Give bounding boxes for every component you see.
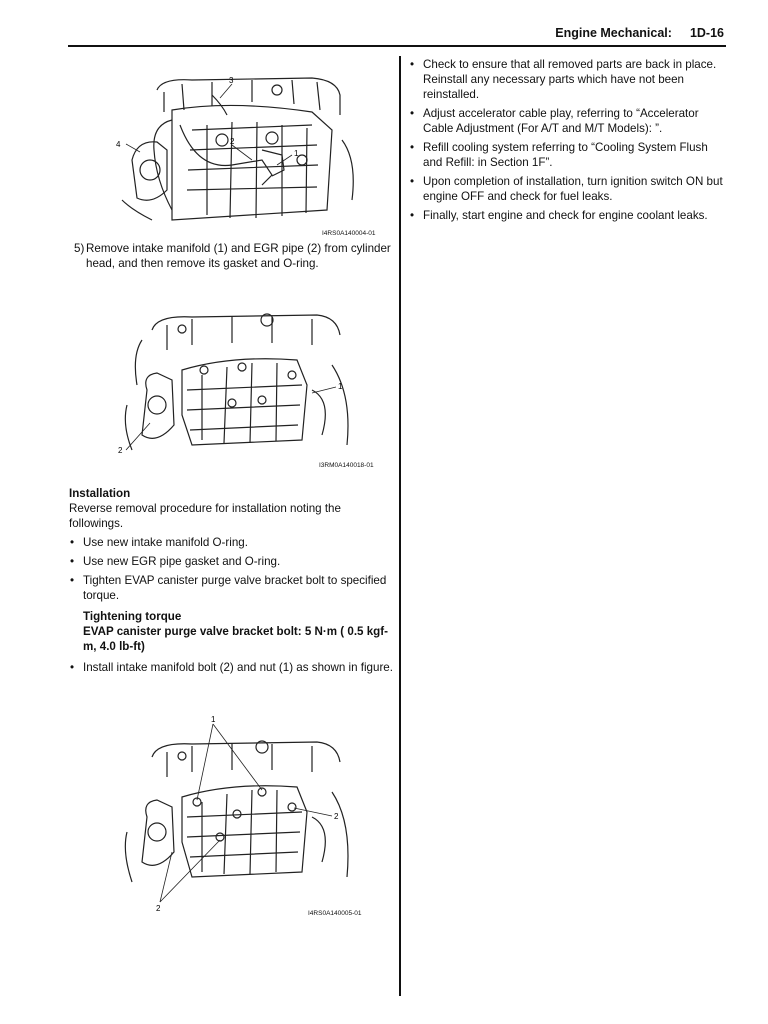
figure-code: I4RS0A140005-01 [308, 910, 362, 917]
right-column [409, 57, 727, 227]
figure-intake-manifold-connections [112, 70, 392, 235]
column-divider [399, 56, 401, 996]
list-item: • Tighten EVAP canister purge valve bracket bolt to specified torque. [70, 574, 387, 602]
engine-illustration-1 [112, 70, 392, 235]
torque-spec-block [83, 609, 393, 654]
installation-bullets [69, 535, 393, 603]
step-number: 5) [74, 242, 85, 255]
list-item: • Upon completion of installation, turn ignition switch ON but engine OFF and check for fuel leaks. [410, 175, 723, 203]
header-rule [68, 45, 726, 47]
engine-illustration-2 [112, 305, 392, 460]
step-5 [74, 241, 392, 271]
installation-intro: Reverse removal procedure for installation noting the followings. [69, 502, 341, 530]
list-item: • Adjust accelerator cable play, referring to “Accelerator Cable Adjustment (For A/T and M/T Models): ”. [410, 107, 699, 135]
torque-spec: EVAP canister purge valve bracket bolt: 5 N·m ( 0.5 kgf-m, 4.0 lb-ft) [83, 625, 388, 653]
list-item: • Use new intake manifold O-ring. [70, 536, 248, 549]
installation-bullets-2 [69, 660, 393, 675]
callout-2-lower: 2 [156, 904, 161, 913]
engine-illustration-3 [112, 712, 392, 917]
section-title: Engine Mechanical: [555, 26, 672, 40]
callout-4: 4 [116, 140, 121, 149]
list-item: • Refill cooling system referring to “Cooling System Flush and Refill: in Section 1F”. [410, 141, 708, 169]
figure-intake-manifold-removal [112, 305, 392, 469]
header-title [555, 26, 724, 40]
callout-1: 1 [294, 149, 299, 158]
page-number: 1D-16 [689, 26, 724, 40]
step-text: Remove intake manifold (1) and EGR pipe (2) from cylinder head, and then remove its gasket and O-ring. [86, 242, 391, 270]
installation-section [69, 486, 393, 679]
torque-title: Tightening torque [83, 610, 182, 623]
callout-3: 3 [229, 76, 234, 85]
list-item: • Finally, start engine and check for engine coolant leaks. [410, 209, 708, 222]
list-item: • Check to ensure that all removed parts are back in place. Reinstall any necessary parts which have not been reinstalled. [410, 58, 717, 101]
callout-2: 2 [118, 446, 123, 455]
callout-2: 2 [230, 137, 235, 146]
figure-code: I4RS0A140004-01 [322, 230, 376, 237]
list-item: • Install intake manifold bolt (2) and nut (1) as shown in figure. [70, 661, 393, 674]
callout-2: 2 [334, 812, 339, 821]
installation-heading: Installation [69, 487, 131, 500]
callout-1: 1 [211, 715, 216, 724]
list-item: • Use new EGR pipe gasket and O-ring. [70, 555, 281, 568]
post-install-checklist [409, 57, 727, 223]
figure-bolt-nut-locations [112, 712, 392, 917]
callout-1: 1 [338, 382, 343, 391]
figure-code: I3RM0A140018-01 [319, 462, 374, 469]
